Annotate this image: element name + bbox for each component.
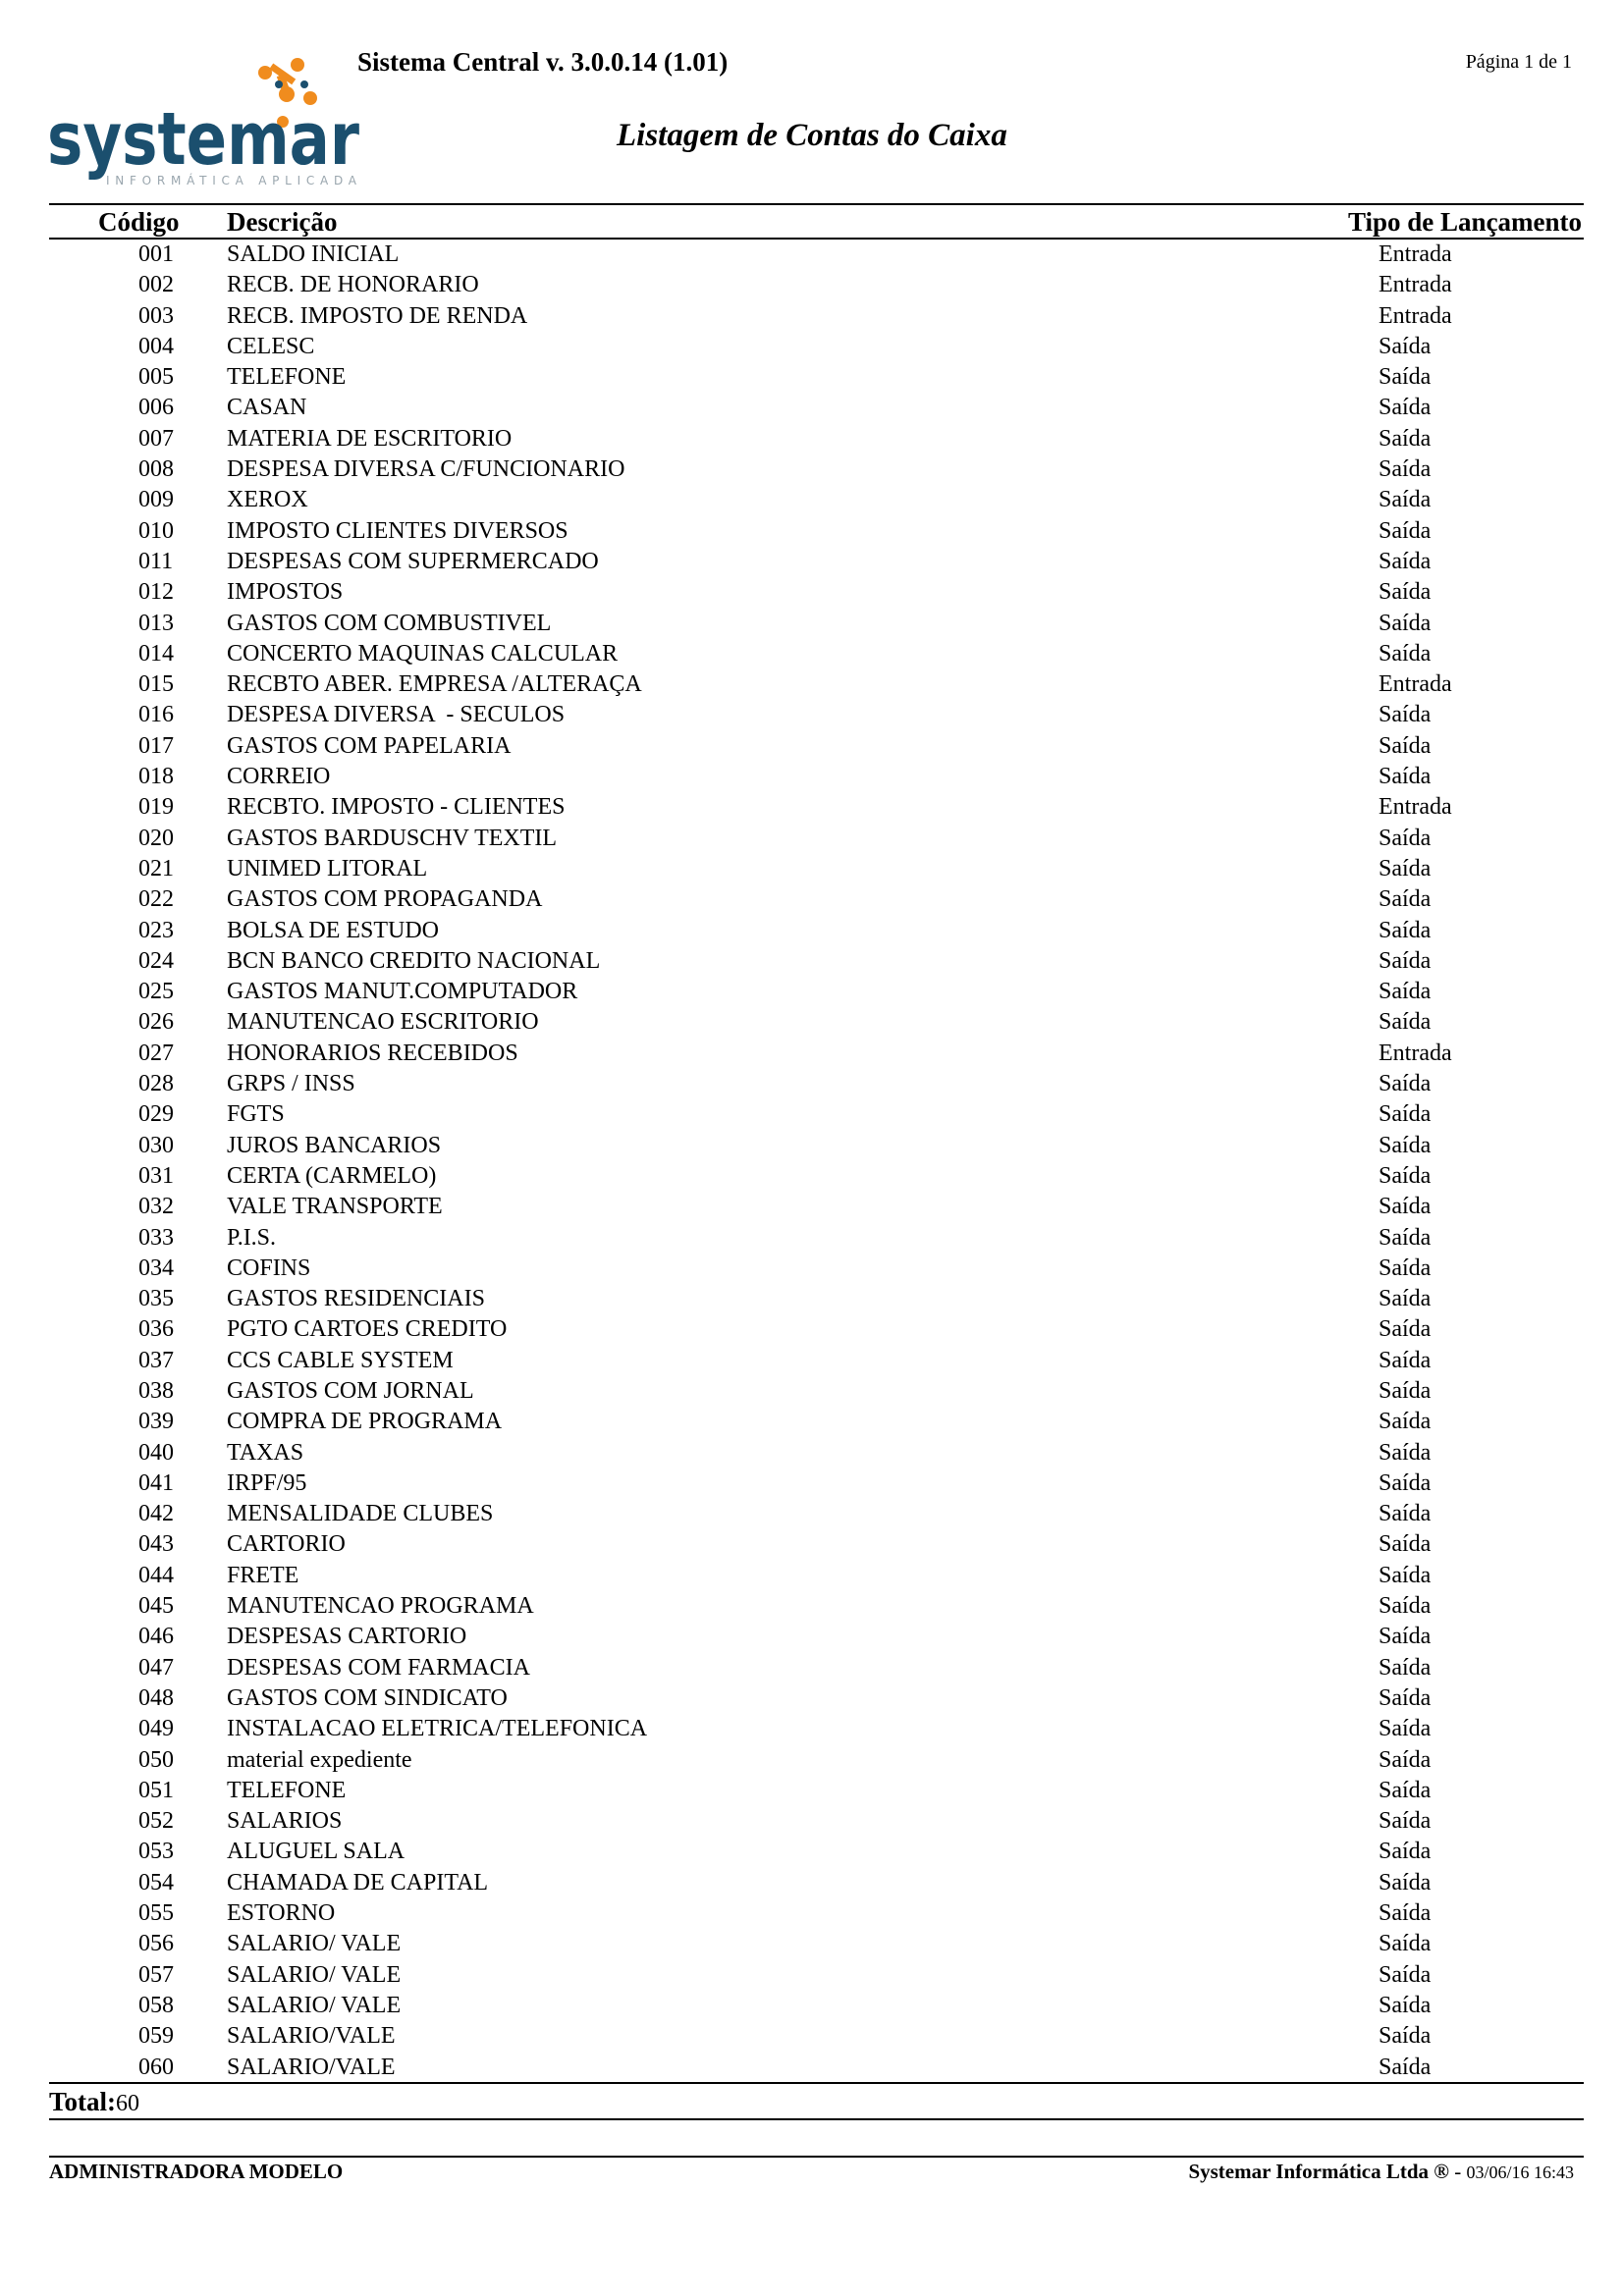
table-row: [0, 1284, 1623, 1314]
account-code: 041: [138, 1469, 174, 1496]
account-description: TELEFONE: [227, 1777, 347, 1803]
entry-type: Saída: [1379, 917, 1432, 943]
entry-type: Saída: [1379, 1194, 1432, 1220]
table-row: [0, 731, 1623, 762]
table-row: [0, 884, 1623, 915]
entry-type: Saída: [1379, 1255, 1432, 1281]
table-row: [0, 1591, 1623, 1622]
account-code: 028: [138, 1071, 174, 1097]
entry-type: Entrada: [1379, 272, 1452, 298]
table-row: [0, 1806, 1623, 1837]
account-description: SALDO INICIAL: [227, 241, 400, 267]
table-row: [0, 1714, 1623, 1744]
account-description: BCN BANCO CREDITO NACIONAL: [227, 947, 601, 974]
footer-rule: [49, 2156, 1584, 2158]
entry-type: Saída: [1379, 487, 1432, 513]
table-row: [0, 1745, 1623, 1776]
entry-type: Saída: [1379, 640, 1432, 667]
account-code: 013: [138, 610, 174, 636]
account-code: 024: [138, 947, 174, 974]
account-description: HONORARIOS RECEBIDOS: [227, 1040, 518, 1066]
header-top-rule: [49, 203, 1584, 205]
table-row: [0, 700, 1623, 730]
footer-datetime: 03/06/16 16:43: [1466, 2163, 1574, 2182]
account-code: 007: [138, 425, 174, 452]
account-description: GRPS / INSS: [227, 1071, 355, 1097]
table-row: [0, 1622, 1623, 1652]
account-code: 059: [138, 2023, 174, 2050]
account-code: 027: [138, 1040, 174, 1066]
account-description: XEROX: [227, 487, 308, 513]
table-row: [0, 1529, 1623, 1560]
entry-type: Saída: [1379, 364, 1432, 391]
account-description: TAXAS: [227, 1439, 304, 1466]
entry-type: Saída: [1379, 333, 1432, 359]
account-code: 022: [138, 886, 174, 913]
account-code: 001: [138, 241, 174, 267]
account-code: 012: [138, 579, 174, 606]
table-row: [0, 301, 1623, 332]
account-description: COFINS: [227, 1255, 311, 1281]
table-row: [0, 270, 1623, 300]
account-description: SALARIOS: [227, 1808, 343, 1835]
account-code: 016: [138, 702, 174, 728]
account-code: 051: [138, 1777, 174, 1803]
footer-company: ADMINISTRADORA MODELO: [49, 2160, 344, 2183]
account-code: 011: [138, 548, 174, 574]
account-description: CORREIO: [227, 764, 331, 790]
account-code: 020: [138, 825, 174, 851]
account-code: 004: [138, 333, 174, 359]
entry-type: Saída: [1379, 425, 1432, 452]
column-header-code: Código: [98, 207, 180, 237]
total-value: 60: [116, 2091, 140, 2116]
account-description: SALARIO/VALE: [227, 2023, 396, 2050]
account-description: material expediente: [227, 1746, 412, 1773]
list-bottom-rule: [49, 2082, 1584, 2084]
entry-type: Saída: [1379, 1162, 1432, 1189]
account-code: 010: [138, 517, 174, 544]
account-description: IRPF/95: [227, 1469, 307, 1496]
account-description: RECBTO ABER. EMPRESA /ALTERAÇA: [227, 671, 642, 698]
table-row: [0, 792, 1623, 823]
entry-type: Saída: [1379, 702, 1432, 728]
entry-type: Saída: [1379, 979, 1432, 1005]
account-description: MENSALIDADE CLUBES: [227, 1501, 494, 1527]
entry-type: Saída: [1379, 855, 1432, 881]
account-description: DESPESA DIVERSA - SECULOS: [227, 702, 566, 728]
account-description: DESPESAS CARTORIO: [227, 1624, 467, 1650]
table-row: [0, 1468, 1623, 1499]
account-code: 056: [138, 1931, 174, 1957]
entry-type: Saída: [1379, 456, 1432, 483]
table-row: [0, 1223, 1623, 1254]
account-code: 029: [138, 1101, 174, 1128]
footer-vendor: Systemar Informática Ltda ®: [1188, 2160, 1449, 2183]
entry-type: Saída: [1379, 1469, 1432, 1496]
table-row: [0, 977, 1623, 1007]
account-description: MATERIA DE ESCRITORIO: [227, 425, 513, 452]
table-row: [0, 424, 1623, 454]
account-description: GASTOS RESIDENCIAIS: [227, 1286, 485, 1312]
account-description: FRETE: [227, 1562, 299, 1588]
table-row: [0, 362, 1623, 393]
table-row: [0, 1898, 1623, 1929]
entry-type: Saída: [1379, 1716, 1432, 1742]
account-code: 025: [138, 979, 174, 1005]
account-description: P.I.S.: [227, 1224, 277, 1251]
table-row: [0, 1407, 1623, 1437]
table-row: [0, 332, 1623, 362]
account-code: 049: [138, 1716, 174, 1742]
table-row: [0, 1653, 1623, 1683]
account-description: GASTOS BARDUSCHV TEXTIL: [227, 825, 558, 851]
account-description: RECB. IMPOSTO DE RENDA: [227, 302, 528, 329]
entry-type: Saída: [1379, 548, 1432, 574]
entry-type: Saída: [1379, 1808, 1432, 1835]
table-row: [0, 454, 1623, 485]
table-row: [0, 1837, 1623, 1867]
account-description: RECB. DE HONORARIO: [227, 272, 479, 298]
table-row: [0, 854, 1623, 884]
account-code: 060: [138, 2054, 174, 2080]
table-row: [0, 1007, 1623, 1038]
account-code: 050: [138, 1746, 174, 1773]
table-row: [0, 1254, 1623, 1284]
entry-type: Saída: [1379, 1409, 1432, 1435]
table-row: [0, 240, 1623, 270]
table-row: [0, 1960, 1623, 1991]
account-description: CONCERTO MAQUINAS CALCULAR: [227, 640, 619, 667]
entry-type: Saída: [1379, 517, 1432, 544]
account-code: 032: [138, 1194, 174, 1220]
table-row: [0, 2053, 1623, 2083]
entry-type: Saída: [1379, 395, 1432, 421]
account-description: CCS CABLE SYSTEM: [227, 1347, 454, 1373]
table-row: [0, 1131, 1623, 1161]
table-row: [0, 1069, 1623, 1099]
account-code: 021: [138, 855, 174, 881]
table-row: [0, 669, 1623, 700]
system-title: Sistema Central v. 3.0.0.14 (1.01): [357, 47, 729, 77]
entry-type: Saída: [1379, 886, 1432, 913]
table-row: [0, 1161, 1623, 1192]
account-code: 044: [138, 1562, 174, 1588]
account-description: SALARIO/VALE: [227, 2054, 396, 2080]
entry-type: Saída: [1379, 1654, 1432, 1681]
account-code: 033: [138, 1224, 174, 1251]
entry-type: Saída: [1379, 1316, 1432, 1343]
table-row: [0, 485, 1623, 515]
entry-type: Saída: [1379, 1132, 1432, 1158]
account-code: 040: [138, 1439, 174, 1466]
account-description: SALARIO/ VALE: [227, 1961, 402, 1988]
table-row: [0, 393, 1623, 423]
entry-type: Saída: [1379, 2023, 1432, 2050]
account-code: 054: [138, 1869, 174, 1896]
entry-type: Saída: [1379, 1224, 1432, 1251]
report-title: Listagem de Contas do Caixa: [617, 118, 1007, 153]
account-description: GASTOS COM PAPELARIA: [227, 732, 512, 759]
account-code: 047: [138, 1654, 174, 1681]
table-row: [0, 1929, 1623, 1959]
account-description: COMPRA DE PROGRAMA: [227, 1409, 503, 1435]
logo-wordmark: systemar: [47, 97, 360, 182]
account-code: 002: [138, 272, 174, 298]
entry-type: Saída: [1379, 1931, 1432, 1957]
account-code: 048: [138, 1684, 174, 1711]
column-header-description: Descrição: [227, 207, 338, 237]
account-description: DESPESAS COM FARMACIA: [227, 1654, 530, 1681]
entry-type: Saída: [1379, 1531, 1432, 1558]
entry-type: Saída: [1379, 1684, 1432, 1711]
entry-type: Entrada: [1379, 1040, 1452, 1066]
entry-type: Saída: [1379, 1286, 1432, 1312]
footer-vendor-info: [1188, 2160, 1574, 2184]
account-description: DESPESA DIVERSA C/FUNCIONARIO: [227, 456, 625, 483]
table-row: [0, 1683, 1623, 1714]
account-description: TELEFONE: [227, 364, 347, 391]
entry-type: Saída: [1379, 1347, 1432, 1373]
entry-type: Saída: [1379, 2054, 1432, 2080]
account-description: SALARIO/ VALE: [227, 1931, 402, 1957]
account-code: 046: [138, 1624, 174, 1650]
account-description: IMPOSTO CLIENTES DIVERSOS: [227, 517, 568, 544]
entry-type: Entrada: [1379, 794, 1452, 821]
account-code: 015: [138, 671, 174, 698]
account-code: 043: [138, 1531, 174, 1558]
entry-type: Saída: [1379, 1377, 1432, 1404]
footer-separator: -: [1454, 2160, 1462, 2183]
entry-type: Saída: [1379, 579, 1432, 606]
account-code: 019: [138, 794, 174, 821]
table-row: [0, 1868, 1623, 1898]
table-row: [0, 824, 1623, 854]
account-code: 053: [138, 1839, 174, 1865]
table-row: [0, 1438, 1623, 1468]
account-description: ALUGUEL SALA: [227, 1839, 406, 1865]
account-code: 057: [138, 1961, 174, 1988]
account-description: ESTORNO: [227, 1900, 336, 1927]
table-row: [0, 577, 1623, 608]
entry-type: Saída: [1379, 1562, 1432, 1588]
table-row: [0, 2021, 1623, 2052]
account-code: 052: [138, 1808, 174, 1835]
column-header-type: Tipo de Lançamento: [1348, 207, 1583, 237]
account-code: 042: [138, 1501, 174, 1527]
account-description: MANUTENCAO ESCRITORIO: [227, 1009, 539, 1036]
account-description: CARTORIO: [227, 1531, 346, 1558]
account-description: GASTOS COM PROPAGANDA: [227, 886, 543, 913]
total-summary: [49, 2087, 139, 2117]
account-description: VALE TRANSPORTE: [227, 1194, 443, 1220]
account-code: 023: [138, 917, 174, 943]
total-label: Total:: [49, 2087, 117, 2116]
account-code: 005: [138, 364, 174, 391]
table-row: [0, 1561, 1623, 1591]
account-code: 037: [138, 1347, 174, 1373]
entry-type: Entrada: [1379, 241, 1452, 267]
account-code: 018: [138, 764, 174, 790]
entry-type: Saída: [1379, 1501, 1432, 1527]
account-description: GASTOS MANUT.COMPUTADOR: [227, 979, 578, 1005]
table-row: [0, 516, 1623, 547]
account-code: 035: [138, 1286, 174, 1312]
entry-type: Saída: [1379, 1746, 1432, 1773]
entry-type: Saída: [1379, 610, 1432, 636]
account-description: GASTOS COM SINDICATO: [227, 1684, 508, 1711]
entry-type: Saída: [1379, 1992, 1432, 2018]
account-description: MANUTENCAO PROGRAMA: [227, 1593, 534, 1620]
entry-type: Saída: [1379, 732, 1432, 759]
account-code: 030: [138, 1132, 174, 1158]
entry-type: Saída: [1379, 1624, 1432, 1650]
account-description: UNIMED LITORAL: [227, 855, 428, 881]
account-code: 036: [138, 1316, 174, 1343]
account-description: FGTS: [227, 1101, 285, 1128]
account-code: 055: [138, 1900, 174, 1927]
account-description: CERTA (CARMELO): [227, 1162, 437, 1189]
account-code: 034: [138, 1255, 174, 1281]
account-code: 031: [138, 1162, 174, 1189]
entry-type: Saída: [1379, 1101, 1432, 1128]
account-description: DESPESAS COM SUPERMERCADO: [227, 548, 599, 574]
account-description: GASTOS COM COMBUSTIVEL: [227, 610, 552, 636]
table-row: [0, 1991, 1623, 2021]
table-row: [0, 547, 1623, 577]
table-row: [0, 1376, 1623, 1407]
account-code: 045: [138, 1593, 174, 1620]
entry-type: Saída: [1379, 764, 1432, 790]
entry-type: Saída: [1379, 1961, 1432, 1988]
table-row: [0, 1346, 1623, 1376]
table-row: [0, 1314, 1623, 1345]
account-description: SALARIO/ VALE: [227, 1992, 402, 2018]
logo-tagline: INFORMÁTICA APLICADA: [106, 174, 356, 187]
table-row: [0, 609, 1623, 639]
table-row: [0, 762, 1623, 792]
entry-type: Saída: [1379, 1009, 1432, 1036]
entry-type: Saída: [1379, 1839, 1432, 1865]
table-row: [0, 1039, 1623, 1069]
account-description: JUROS BANCARIOS: [227, 1132, 442, 1158]
entry-type: Entrada: [1379, 302, 1452, 329]
account-description: IMPOSTOS: [227, 579, 344, 606]
systemar-logo: [47, 51, 361, 198]
account-description: CELESC: [227, 333, 315, 359]
account-code: 039: [138, 1409, 174, 1435]
account-description: CASAN: [227, 395, 307, 421]
entry-type: Saída: [1379, 1777, 1432, 1803]
entry-type: Saída: [1379, 825, 1432, 851]
systemar-logo-icon: [47, 51, 361, 198]
entry-type: Entrada: [1379, 671, 1452, 698]
account-code: 006: [138, 395, 174, 421]
account-description: CHAMADA DE CAPITAL: [227, 1869, 489, 1896]
entry-type: Saída: [1379, 947, 1432, 974]
entry-type: Saída: [1379, 1900, 1432, 1927]
account-code: 058: [138, 1992, 174, 2018]
account-code: 017: [138, 732, 174, 759]
total-bottom-rule: [49, 2118, 1584, 2120]
table-row: [0, 1776, 1623, 1806]
table-row: [0, 1099, 1623, 1130]
account-code: 009: [138, 487, 174, 513]
table-row: [0, 639, 1623, 669]
account-description: GASTOS COM JORNAL: [227, 1377, 474, 1404]
account-code: 014: [138, 640, 174, 667]
account-description: INSTALACAO ELETRICA/TELEFONICA: [227, 1716, 648, 1742]
entry-type: Saída: [1379, 1071, 1432, 1097]
table-row: [0, 916, 1623, 946]
table-row: [0, 946, 1623, 977]
table-row: [0, 1192, 1623, 1222]
account-code: 038: [138, 1377, 174, 1404]
account-description: PGTO CARTOES CREDITO: [227, 1316, 508, 1343]
account-code: 026: [138, 1009, 174, 1036]
account-description: RECBTO. IMPOSTO - CLIENTES: [227, 794, 566, 821]
account-list: [0, 240, 1623, 2083]
entry-type: Saída: [1379, 1593, 1432, 1620]
account-description: BOLSA DE ESTUDO: [227, 917, 440, 943]
entry-type: Saída: [1379, 1869, 1432, 1896]
table-row: [0, 1499, 1623, 1529]
entry-type: Saída: [1379, 1439, 1432, 1466]
account-code: 008: [138, 456, 174, 483]
page-indicator: Página 1 de 1: [1465, 51, 1572, 73]
account-code: 003: [138, 302, 174, 329]
